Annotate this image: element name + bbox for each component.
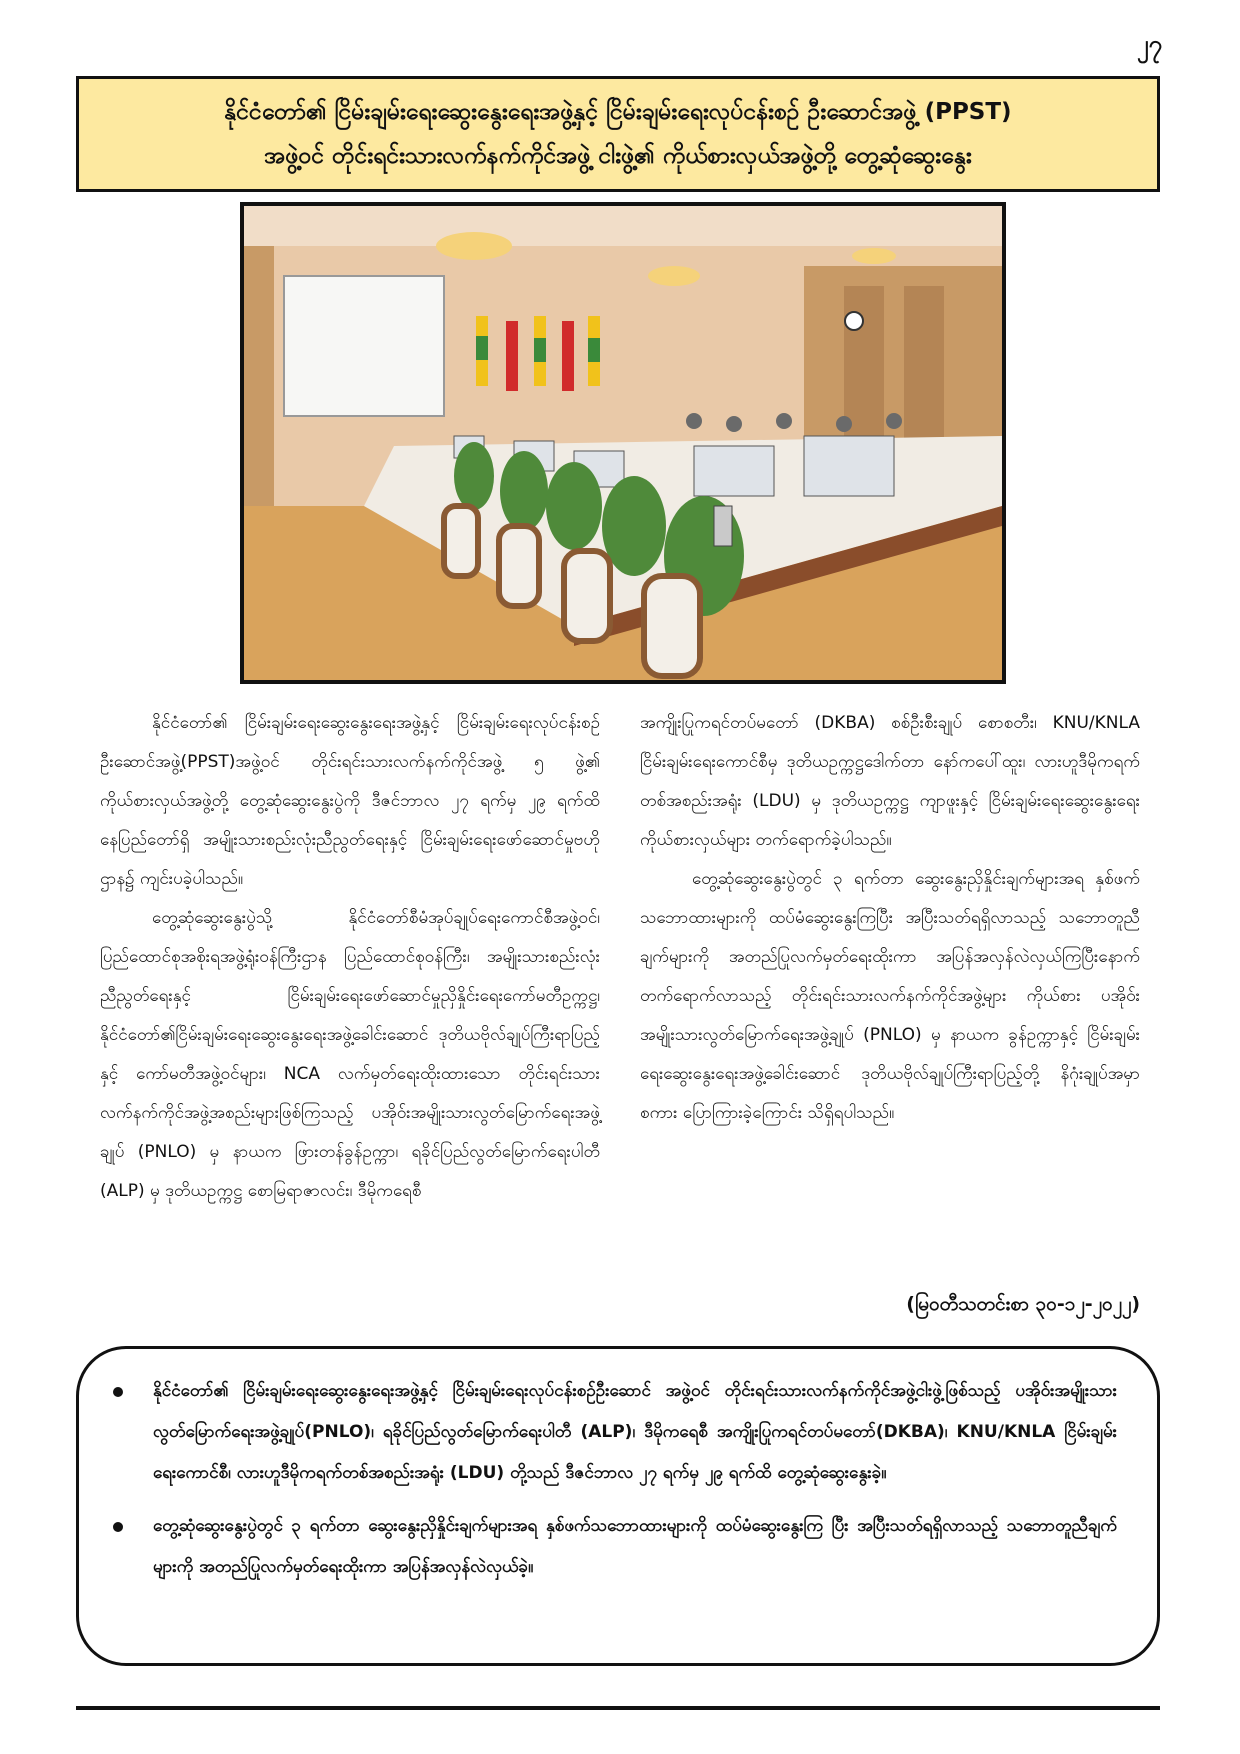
- meeting-photo: [240, 202, 1006, 684]
- article-paragraph: တွေ့ဆုံဆွေးနွေးပွဲတွင် ၃ ရက်တာ ဆွေးနွေးညှိနှိုင်းချက်များအရ နှစ်ဖက်သဘောထားများကို ထပ်မံဆွေးနွေးကြပြီး အပြီးသတ်ရရှိလာသည့် သဘောတူညီချက်များကို အတည်ပြုလက်မှတ်ရေးထိုးကာ အပြန်အလှန်လဲလှယ်ကြပြီးနောက် တက်ရောက်လာသည့် တိုင်းရင်းသားလက်နက်ကိုင်အဖွဲ့များ ကိုယ်စား ပအိုဝ်းအမျိုးသားလွတ်မြောက်ရေးအဖွဲ့ချုပ် (PNLO) မှ နာယက ခွန်ဥက္ကာနှင့် ငြိမ်းချမ်းရေးဆွေးနွေးရေးအဖွဲ့ခေါင်းဆောင် ဒုတိယဗိုလ်ချုပ်ကြီးရာပြည့်တို့ နိဂုံးချုပ်အမှာစကား ပြောကြားခဲ့ကြောင်း သိရှိရပါသည်။: [640, 869, 1140, 1123]
- article-column-left: [100, 704, 600, 1211]
- bullet-icon: [113, 1387, 123, 1397]
- article-paragraph: တွေ့ဆုံဆွေးနွေးပွဲသို့ နိုင်ငံတော်စီမံအုပ်ချုပ်ရေးကောင်စီအဖွဲ့ဝင်၊ ပြည်ထောင်စုအစိုးရအဖွဲ့ရုံးဝန်ကြီးဌာန ပြည်ထောင်စုဝန်ကြီး၊ အမျိုးသားစည်းလုံးညီညွတ်ရေးနှင့် ငြိမ်းချမ်းရေးဖော်ဆောင်မှုညှိနှိုင်းရေးကော်မတီဥက္ကဋ္ဌ၊ နိုင်ငံတော်၏ငြိမ်းချမ်းရေးဆွေးနွေးရေးအဖွဲ့ခေါင်းဆောင် ဒုတိယဗိုလ်ချုပ်ကြီးရာပြည့်နှင့် ကော်မတီအဖွဲ့ဝင်များ၊ NCA လက်မှတ်ရေးထိုးထားသော တိုင်းရင်းသားလက်နက်ကိုင်အဖွဲ့အစည်းများဖြစ်ကြသည့် ပအိုဝ်းအမျိုးသားလွတ်မြောက်ရေးအဖွဲ့ချုပ် (PNLO) မှ နာယက ဖြားတန်ခွန်ဥက္ကာ၊ ရခိုင်ပြည်လွတ်မြောက်ရေးပါတီ (ALP) မှ ဒုတိယဥက္ကဋ္ဌ စောမြရာဇာလင်း၊ ဒီမိုကရေစီ: [100, 908, 600, 1201]
- headline-box: [76, 76, 1160, 192]
- summary-item: [113, 1506, 1117, 1588]
- bottom-divider: [76, 1706, 1160, 1710]
- headline-line-2: အဖွဲ့ဝင် တိုင်းရင်းသားလက်နက်ကိုင်အဖွဲ့ ငါးဖွဲ့၏ ကိုယ်စားလှယ်အဖွဲ့တို့ တွေ့ဆုံဆွေးနွေး: [264, 143, 972, 169]
- article-paragraph: အကျိုးပြုကရင်တပ်မတော် (DKBA) စစ်ဦးစီးချုပ် စောစတီး၊ KNU/KNLA ငြိမ်းချမ်းရေးကောင်စီမှ ဒုတိယဥက္ကဋ္ဌဒေါက်တာ နော်ကပေါ်ထူး၊ လားဟူဒီမိုကရက်တစ်အစည်းအရုံး (LDU) မှ ဒုတိယဥက္ကဋ္ဌ ကျာဖူးနှင့် ငြိမ်းချမ်းရေးဆွေးနွေးရေး ကိုယ်စားလှယ်များ တက်ရောက်ခဲ့ပါသည်။: [640, 713, 1140, 850]
- headline-line-1: နိုင်ငံတော်၏ ငြိမ်းချမ်းရေးဆွေးနွေးရေးအဖွဲ့နှင့် ငြိမ်းချမ်းရေးလုပ်ငန်းစဉ် ဦးဆောင်အဖွဲ့ (PPST): [224, 99, 1012, 125]
- article-body: [100, 704, 1140, 1316]
- summary-box: [76, 1346, 1160, 1666]
- bullet-icon: [113, 1522, 123, 1532]
- summary-item: [113, 1371, 1117, 1494]
- article-source: (မြဝတီသတင်းစာ ၃၀-၁၂-၂၀၂၂): [906, 1293, 1140, 1315]
- summary-item-text: နိုင်ငံတော်၏ ငြိမ်းချမ်းရေးဆွေးနွေးရေးအဖွဲ့နှင့် ငြိမ်းချမ်းရေးလုပ်ငန်းစဉ်ဦးဆောင် အဖွဲ့ဝင် တိုင်းရင်းသားလက်နက်ကိုင်အဖွဲ့ငါးဖွဲ့ဖြစ်သည့် ပအိုဝ်းအမျိုးသားလွတ်မြောက်ရေးအဖွဲ့ချုပ်(PNLO)၊ ရခိုင်ပြည်လွတ်မြောက်ရေးပါတီ (ALP)၊ ဒီမိုကရေစီ အကျိုးပြုကရင်တပ်မတော်(DKBA)၊ KNU/KNLA ငြိမ်းချမ်းရေးကောင်စီ၊ လားဟူဒီမိုကရက်တစ်အစည်းအရုံး (LDU) တို့သည် ဒီဇင်ဘာလ ၂၇ ရက်မှ ၂၉ ရက်ထိ တွေ့ဆုံဆွေးနွေးခဲ့။: [153, 1381, 1117, 1483]
- article-column-right: [640, 704, 1140, 1133]
- summary-item-text: တွေ့ဆုံဆွေးနွေးပွဲတွင် ၃ ရက်တာ ဆွေးနွေးညှိနှိုင်းချက်များအရ နှစ်ဖက်သဘောထားများကို ထပ်မံဆွေးနွေးကြ ပြီး အပြီးသတ်ရရှိလာသည့် သဘောတူညီချက်များကို အတည်ပြုလက်မှတ်ရေးထိုးကာ အပြန်အလှန်လဲလှယ်ခဲ့။: [153, 1516, 1117, 1577]
- article-paragraph: နိုင်ငံတော်၏ ငြိမ်းချမ်းရေးဆွေးနွေးရေးအဖွဲ့နှင့် ငြိမ်းချမ်းရေးလုပ်ငန်းစဉ် ဦးဆောင်အဖွဲ့(PPST)အဖွဲ့ဝင် တိုင်းရင်းသားလက်နက်ကိုင်အဖွဲ့ ၅ ဖွဲ့၏ ကိုယ်စားလှယ်အဖွဲ့တို့ တွေ့ဆုံဆွေးနွေးပွဲကို ဒီဇင်ဘာလ ၂၇ ရက်မှ ၂၉ ရက်ထိ နေပြည်တော်ရှိ အမျိုးသားစည်းလုံးညီညွတ်ရေးနှင့် ငြိမ်းချမ်းရေးဖော်ဆောင်မှုဗဟိုဌာန၌ ကျင်းပခဲ့ပါသည်။: [100, 713, 600, 889]
- summary-list: [113, 1371, 1117, 1588]
- page-number: ၂၇: [1136, 30, 1162, 58]
